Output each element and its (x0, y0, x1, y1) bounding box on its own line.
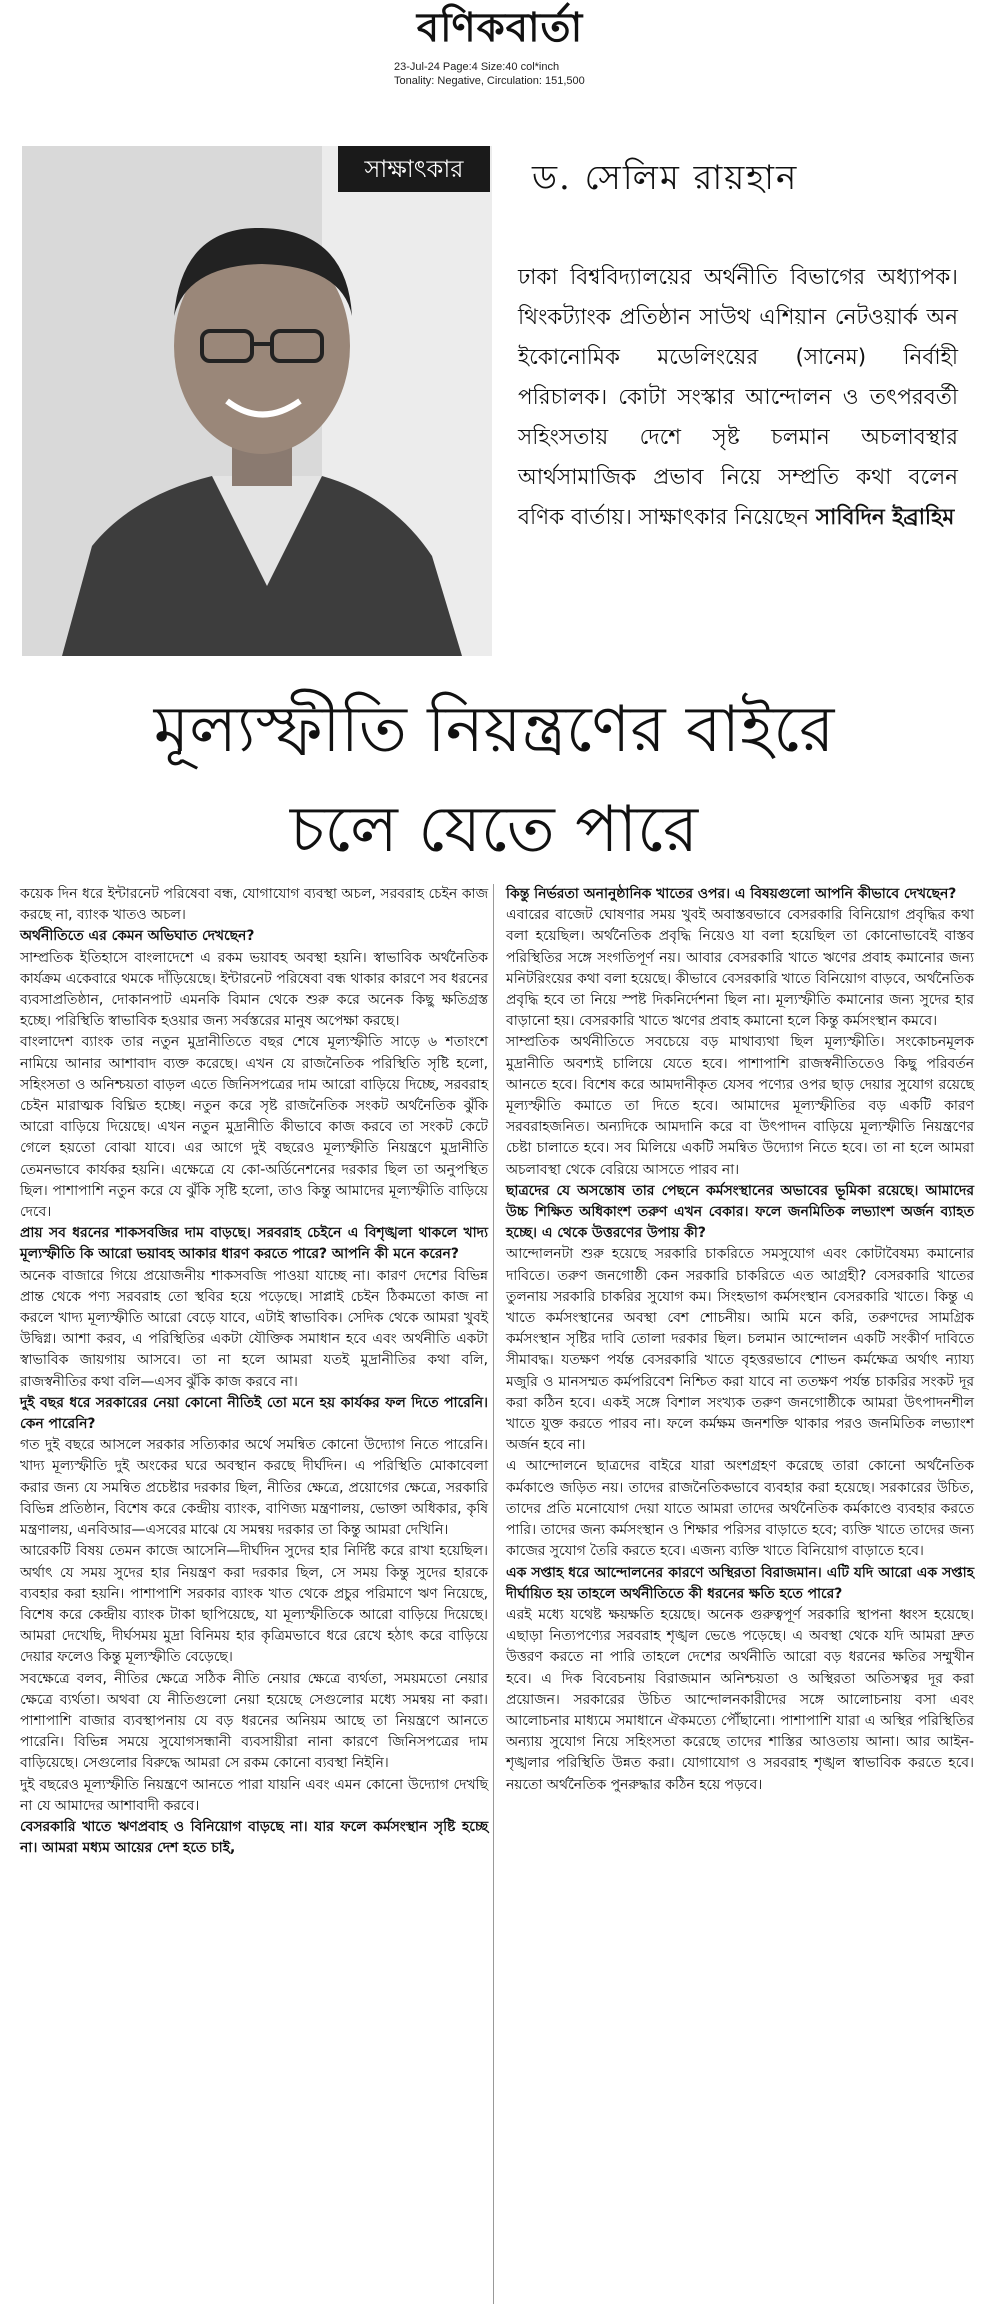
left-column (20, 884, 488, 1859)
headline-line1: মূল্যস্ফীতি নিয়ন্ত্রণের বাইরে (153, 693, 835, 767)
question: দুই বছর ধরে সরকারের নেয়া কোনো নীতিই তো মনে হয় কার্যকর ফল দিতে পারেনি। কেন পারেনি? (20, 1394, 488, 1433)
question: এক সপ্তাহ ধরে আন্দোলনের কারণে অস্থিরতা বিরাজমান। এটি যদি আরো এক সপ্তাহ দীর্ঘায়িত হয় তাহলে অর্থনীতিতে কী ধরনের ক্ষতি হতে পারে? (506, 1564, 974, 1602)
question: অর্থনীতিতে এর কেমন অভিঘাত দেখছেন? (20, 928, 255, 945)
paragraph: অনেক বাজারে গিয়ে প্রয়োজনীয় শাকসবজি পাওয়া যাচ্ছে না। কারণ দেশের বিভিন্ন প্রান্ত থেকে পণ্য সরবরাহ তো স্থবির হয়ে পড়েছে। সাপ্লাই চেইন ঠিকমতো কাজ না করলে খাদ্য মূল্যস্ফীতি আরো বেড়ে যাবে, এটাই স্বাভাবিক। সেদিক থেকে আমরা খুবই উদ্বিগ্ন। আশা করব, এ পরিস্থিতির একটা যৌক্তিক সমাধান হবে এবং অর্থনীতি একটা স্বাভাবিক জায়গায় আসবে। তা না হলে আমরা যতই মুদ্রানীতির কথা বলি, রাজস্বনীতির কথা বলি—এসব ঝুঁকি কাজ করবে না। (20, 1267, 488, 1390)
right-column (506, 884, 974, 1796)
paragraph: বাংলাদেশ ব্যাংক তার নতুন মুদ্রানীতিতে বছর শেষে মূল্যস্ফীতি সাড়ে ৬ শতাংশে নামিয়ে আনার আশাবাদ ব্যক্ত করেছে। এখন যে রাজনৈতিক পরিস্থিতি সৃষ্টি হলো, সহিংসতা ও অনিশ্চয়তা বাড়ল এতে জিনিসপত্রের দাম আরো বাড়িয়ে দিচ্ছে, সরবরাহ চেইন মারাত্মক বিঘ্নিত হচ্ছে। নতুন করে সৃষ্ট রাজনৈতিক সংকট অর্থনৈতিক ঝুঁকি আরো বাড়িয়ে দিয়েছে। এখন নতুন মুদ্রানীতি কীভাবে কাজ করবে তা সংকট কেটে গেলে হয়তো বোঝা যাবে। এর আগে দুই বছরেও মূল্যস্ফীতি নিয়ন্ত্রণে মুদ্রানীতি তেমনভাবে কার্যকর হয়নি। এক্ষেত্রে যে কো-অর্ডিনেশনের দরকার ছিল তা অনুপস্থিত ছিল। পাশাপাশি নতুন করে যে ঝুঁকি সৃষ্টি হলো, তাও কিন্তু আমাদের মূল্যস্ফীতি বাড়িয়ে দেবে। (20, 1034, 488, 1221)
paragraph: সাম্প্রতিক ইতিহাসে বাংলাদেশে এ রকম ভয়াবহ অবস্থা হয়নি। স্বাভাবিক অর্থনৈতিক কার্যক্রম একেবারে থমকে দাঁড়িয়েছে। ইন্টারনেট পরিষেবা বন্ধ থাকার কারণে সব ধরনের ব্যবসাপ্রতিষ্ঠান, দোকানপাট এমনকি বিমান থেকে শুরু করে অনেক কিছু ক্ষতিগ্রস্ত হচ্ছে। পরিস্থিতি স্বাভাবিক হওয়ার জন্য সর্বস্তরের মানুষ অপেক্ষা করছে। (20, 949, 488, 1030)
question: কিন্তু নির্ভরতা অনানুষ্ঠানিক খাতের ওপর। এ বিষয়গুলো আপনি কীভাবে দেখছেন? (506, 886, 957, 902)
column-divider (493, 884, 494, 2304)
paragraph: সাম্প্রতিক অর্থনীতিতে সবচেয়ে বড় মাথাব্যথা ছিল মূল্যস্ফীতি। সংকোচনমূলক মুদ্রানীতি অবশ্যই চালিয়ে যেতে হবে। পাশাপাশি রাজস্বনীতিতেও কিছু পরিবর্তন আনতে হবে। বিশেষ করে আমদানীকৃত যেসব পণ্যের ওপর ছাড় দেয়ার সুযোগ রয়েছে মূল্যস্ফীতি কমাতে তা দিতে হবে। আমাদের মূল্যস্ফীতির বড় একটি কারণ সরবরাহজনিত। অন্যদিকে আমদানি করে বা উৎপাদন বাড়িয়ে মূল্যস্ফীতি নিয়ন্ত্রণের চেষ্টা চালাতে হবে। সব মিলিয়ে একটি সমন্বিত উদ্যোগ নিতে হবে। তা না হলে আমরা অচলাবস্থা থেকে বেরিয়ে আসতে পারব না। (506, 1034, 974, 1178)
paragraph: এবারের বাজেট ঘোষণার সময় খুবই অবাস্তবভাবে বেসরকারি বিনিয়োগ প্রবৃদ্ধির কথা বলা হয়েছিল। অর্থনৈতিক প্রবৃদ্ধি নিয়েও যা বলা হয়েছিল তা কোনোভাবেই বাস্তব পরিস্থিতির সঙ্গে সংগতিপূর্ণ নয়। আবার বেসরকারি খাতে ঋণের প্রবাহ কমানোর জন্য মনিটরিংয়ের কথা বলা হয়েছে। কীভাবে বেসরকারি খাতে বিনিয়োগ বাড়বে, অর্থনৈতিক প্রবৃদ্ধি হবে তা নিয়ে স্পষ্ট দিকনির্দেশনা ছিল না। মূল্যস্ফীতি কমানোর জন্য সুদের হার বাড়ানো হয়। বেসরকারি খাতে ঋণের প্রবাহ কমানো হলে কিন্তু কর্মসংস্থান কমবে। (506, 907, 974, 1030)
interviewer-name: সাবিদিন ইব্রাহিম (815, 505, 955, 530)
bio-text: ঢাকা বিশ্ববিদ্যালয়ের অর্থনীতি বিভাগের অধ্যাপক। থিংকট্যাংক প্রতিষ্ঠান সাউথ এশিয়ান নেটওয়ার্ক অন ইকোনোমিক মডেলিংয়ের (সানেম) নির্বাহী পরিচালক। কোটা সংস্কার আন্দোলন ও তৎপরবর্তী সহিংসতায় দেশে সৃষ্ট চলমান অচলাবস্থার আর্থসামাজিক প্রভাব নিয়ে সম্প্রতি কথা বলেন বণিক বার্তায়। সাক্ষাৎকার নিয়েছেন (518, 265, 958, 530)
paragraph: এরই মধ্যে যথেষ্ট ক্ষয়ক্ষতি হয়েছে। অনেক গুরুত্বপূর্ণ সরকারি স্থাপনা ধ্বংস হয়েছে। এছাড়া নিত্যপণ্যের সরবরাহ শৃঙ্খল ভেঙে পড়েছে। এ অবস্থা থেকে যদি আমরা দ্রুত উত্তরণ করতে না পারি তাহলে দেশের অর্থনীতি আরো বড় ধরনের ক্ষতির সম্মুখীন হবে। এ দিক বিবেচনায় বিরাজমান অনিশ্চয়তা ও অস্থিরতা অতিসত্বর দূর করা প্রয়োজন। সরকারের উচিত আন্দোলনকারীদের সঙ্গে আলোচনায় বসা এবং আলোচনার মাধ্যমে সমাধানে ঐকমত্যে পৌঁছানো। পাশাপাশি যারা এ অস্থির পরিস্থিতির অন্যায় সুযোগ নিয়ে সহিংসতা করেছে তাদের শাস্তির আওতায় আনা। আর আইন-শৃঙ্খলার পরিস্থিতি উন্নত করা। যোগাযোগ ও সরবরাহ শৃঙ্খল স্বাভাবিক করতে হবে। নয়তো অর্থনৈতিক পুনরুদ্ধার কঠিন হয়ে পড়বে। (506, 1606, 974, 1793)
question: বেসরকারি খাতে ঋণপ্রবাহ ও বিনিয়োগ বাড়ছে না। যার ফলে কর্মসংস্থান সৃষ্টি হচ্ছে না। আমরা মধ্যম আয়ের দেশ হতে চাই, (20, 1818, 488, 1857)
headline-line2: চলে যেতে পারে (289, 793, 699, 867)
clipping-meta-line1: 23-Jul-24 Page:4 Size:40 col*inch (394, 61, 560, 73)
question: ছাত্রদের যে অসন্তোষ তার পেছনে কর্মসংস্থানের অভাবের ভূমিকা রয়েছে। আমাদের উচ্চ শিক্ষিত অধিকাংশ তরুণ এখন বেকার। ফলে জনমিতিক লভ্যাংশ অর্জন ব্যাহত হচ্ছে। এ থেকে উত্তরণের উপায় কী? (506, 1182, 974, 1242)
clipping-meta (394, 60, 585, 88)
paragraph: দুই বছরেও মূল্যস্ফীতি নিয়ন্ত্রণে আনতে পারা যায়নি এবং এমন কোনো উদ্যোগ দেখছি না যে আমাদের আশাবাদী করবে। (20, 1776, 488, 1814)
paragraph: গত দুই বছরে আসলে সরকার সত্যিকার অর্থে সমন্বিত কোনো উদ্যোগ নিতে পারেনি। খাদ্য মূল্যস্ফীতি দুই অংকের ঘরে অবস্থান করছে দীর্ঘদিন। এ পরিস্থিতি মোকাবেলা করার জন্য যে সমন্বিত প্রচেষ্টার দরকার ছিল, নীতির ক্ষেত্রে, প্রয়োগের ক্ষেত্রে, সরকারি বিভিন্ন প্রতিষ্ঠান, বিশেষ করে কেন্দ্রীয় ব্যাংক, বাণিজ্য মন্ত্রণালয়, ভোক্তা অধিকার, কৃষি মন্ত্রণালয়, এনবিআর—এসবের মাঝে যে সমন্বয় দরকার তা কিন্তু আমরা দেখিনি। (20, 1437, 488, 1539)
masthead (300, 4, 700, 52)
interviewee-name: ড. সেলিম রায়হান (532, 158, 799, 198)
paragraph: আন্দোলনটা শুরু হয়েছে সরকারি চাকরিতে সমসুযোগ এবং কোটাবৈষম্য কমানোর দাবিতে। তরুণ জনগোষ্ঠী কেন সরকারি চাকরিতে এত আগ্রহী? বেসরকারি খাতের তুলনায় সরকারি চাকরির সুযোগ কম। সিংহভাগ কর্মসংস্থান বেসরকারি খাতে। কিন্তু এ খাতে কর্মসংস্থানের অবস্থা বেশ শোচনীয়। আমি মনে করি, তরুণদের সামগ্রিক কর্মসংস্থান সৃষ্টির দাবি তোলা দরকার ছিল। চলমান আন্দোলন একটি সংকীর্ণ দাবিতে সীমাবদ্ধ। যতক্ষণ পর্যন্ত বেসরকারি খাতে বৃহত্তরভাবে শোভন কর্মক্ষেত্র অর্থাৎ ন্যায্য মজুরি ও মানসম্মত কর্মপরিবেশ নিশ্চিত করা যাবে না ততক্ষণ পর্যন্ত চাকরির সংকট দূর করা কঠিন হবে। একই সঙ্গে বিশাল সংখ্যক তরুণ জনগোষ্ঠীকে আমরা উৎপাদনশীল খাতে যুক্ত করতে পারব না। ফলে কর্মক্ষম জনশক্তি থাকার পরও জনমিতিক লভ্যাংশ অর্জন হবে না। (506, 1246, 974, 1454)
headline (0, 680, 988, 880)
portrait-illustration (22, 146, 492, 656)
clipping-meta-line2: Tonality: Negative, Circulation: 151,500 (394, 75, 585, 87)
interviewee-bio (518, 258, 958, 538)
portrait-photo (22, 146, 492, 656)
paragraph: সবক্ষেত্রে বলব, নীতির ক্ষেত্রে সঠিক নীতি নেয়ার ক্ষেত্রে ব্যর্থতা, সময়মতো নেয়ার ক্ষেত্রে ব্যর্থতা। অথবা যে নীতিগুলো নেয়া হয়েছে সেগুলোর মধ্যে সমন্বয় না করা। পাশাপাশি বাজার ব্যবস্থাপনায় যে বড় ধরনের অনিয়ম আছে তা নিয়ন্ত্রণে আনতে পারেনি। বিভিন্ন সময়ে সুযোগসন্ধানী ব্যবসায়ীরা নানা কারণে জিনিসপত্রের দাম বাড়িয়েছে। সেগুলোর বিরুদ্ধে আমরা সে রকম কোনো ব্যবস্থা নিইনি। (20, 1670, 488, 1772)
question: প্রায় সব ধরনের শাকসবজির দাম বাড়ছে। সরবরাহ চেইনে এ বিশৃঙ্খলা থাকলে খাদ্য মূল্যস্ফীতি কি আরো ভয়াবহ আকার ধারণ করতে পারে? আপনি কী মনে করেন? (20, 1225, 488, 1263)
newspaper-logo: বণিকবার্তা (416, 4, 584, 51)
paragraph: কয়েক দিন ধরে ইন্টারনেট পরিষেবা বন্ধ, যোগাযোগ ব্যবস্থা অচল, সরবরাহ চেইন কাজ করছে না, ব্যাংক খাতও অচল। (20, 886, 488, 924)
paragraph: এ আন্দোলনে ছাত্রদের বাইরে যারা অংশগ্রহণ করেছে তারা কোনো অর্থনৈতিক কর্মকাণ্ডে জড়িত নয়। তাদের রাজনৈতিকভাবে ব্যবহার করা হয়েছে। সরকারের উচিত, তাদের প্রতি মনোযোগ দেয়া যাতে আমরা তাদের অর্থনৈতিক কর্মকাণ্ডে ব্যবহার করতে পারি। তাদের জন্য কর্মসংস্থান ও শিক্ষার পরিসর বাড়াতে হবে; ব্যক্তি খাতে তাদের জন্য কাজের সুযোগ তৈরি করতে হবে। এজন্য ব্যক্তি খাতে বিনিয়োগ বাড়াতে হবে। (506, 1458, 974, 1560)
section-tag: সাক্ষাৎকার (338, 146, 490, 192)
paragraph: আরেকটি বিষয় তেমন কাজে আসেনি—দীর্ঘদিন সুদের হার নির্দিষ্ট করে রাখা হয়েছিল। অর্থাৎ যে সময় সুদের হার নিয়ন্ত্রণ করা দরকার ছিল, সে সময় কিন্তু সুদের হারকে ব্যবহার করা হয়নি। পাশাপাশি সরকার ব্যাংক খাত থেকে প্রচুর পরিমাণে ঋণ নিয়েছে, বিশেষ করে কেন্দ্রীয় ব্যাংক টাকা ছাপিয়েছে, যা মূল্যস্ফীতিকে আরো বাড়িয়ে দিয়েছে। আমরা দেখেছি, দীর্ঘসময় মুদ্রা বিনিময় হার কৃত্রিমভাবে ধরে রেখে হঠাৎ করে বাড়িয়ে দেয়ার ফলেও কিন্তু মূল্যস্ফীতি বেড়েছে। (20, 1543, 488, 1666)
